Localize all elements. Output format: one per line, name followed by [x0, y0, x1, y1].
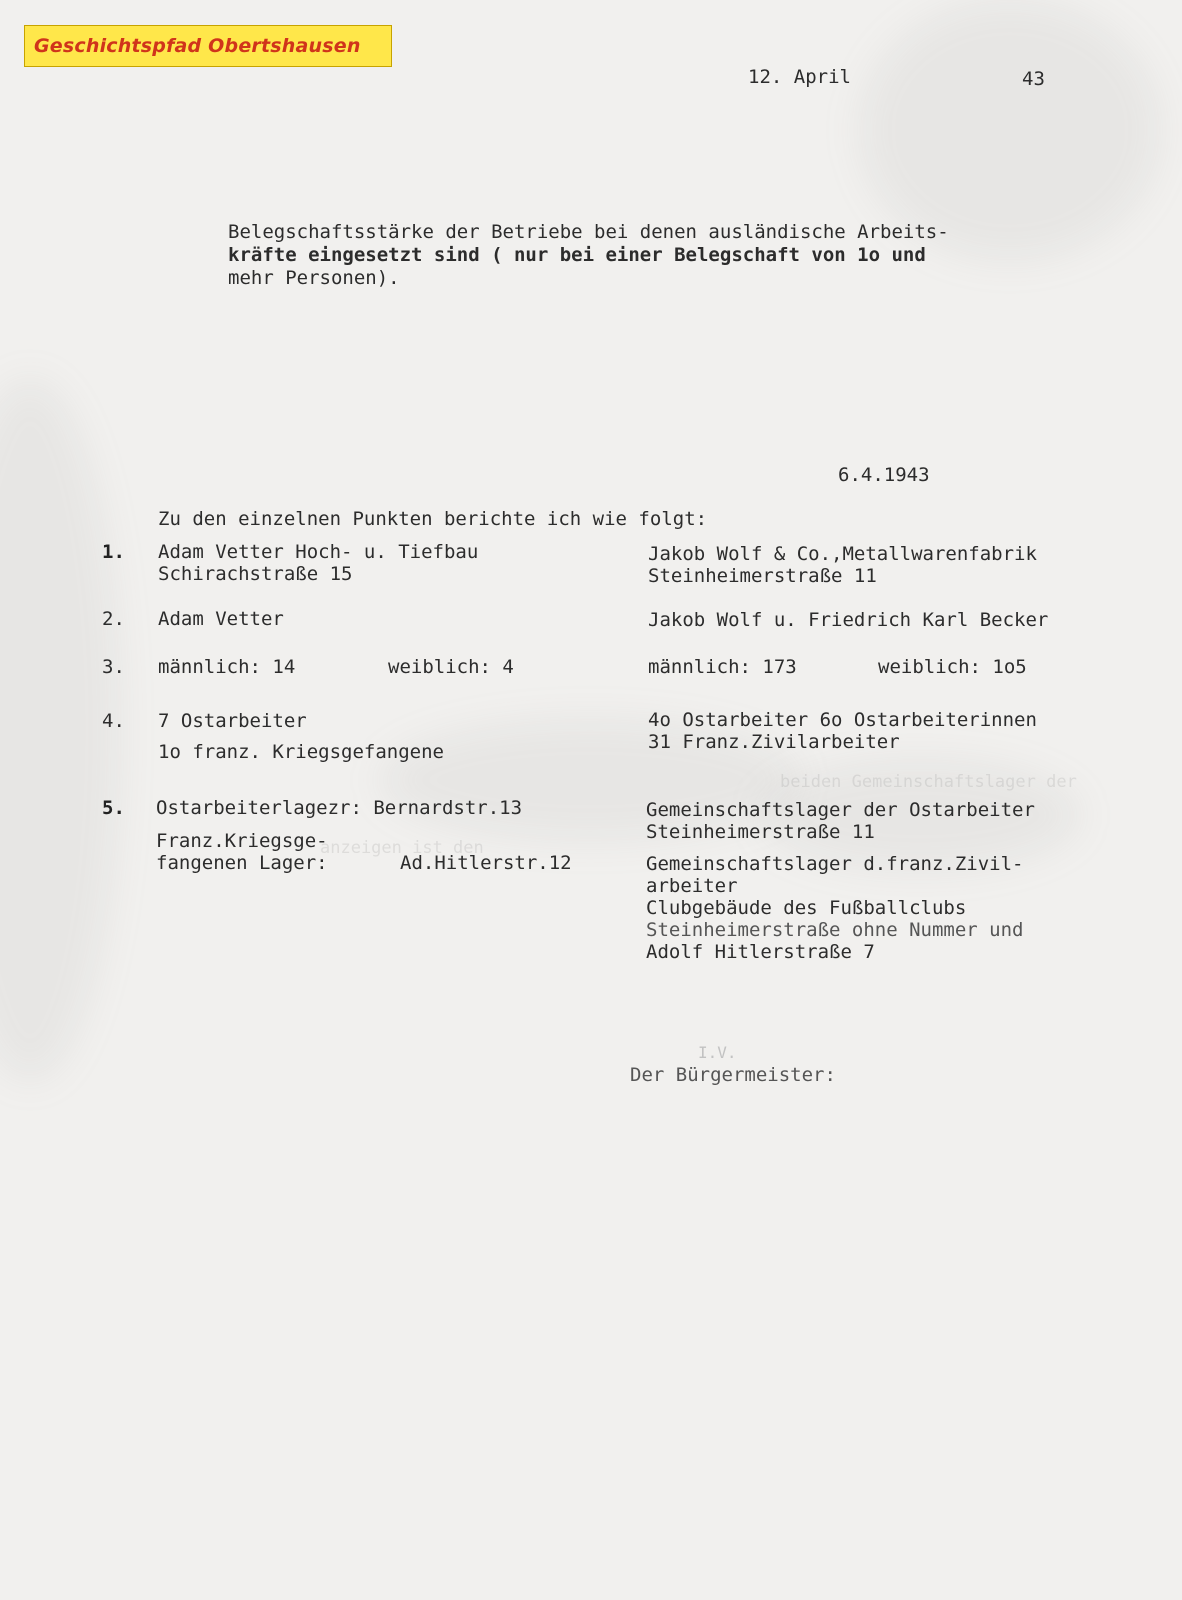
item-number: 2.	[102, 608, 125, 630]
item-number: 5.	[102, 797, 125, 819]
item-3-male-left: männlich: 14	[158, 656, 296, 678]
source-badge: Geschichtspfad Obertshausen	[24, 25, 392, 67]
item-number: 3.	[102, 656, 125, 678]
item-4-left-line: 7 Ostarbeiter	[158, 710, 307, 732]
item-1-left-line: Schirachstraße 15	[158, 563, 353, 585]
item-1-left-line: Adam Vetter Hoch- u. Tiefbau	[158, 541, 479, 563]
bleed-through-text: anzeigen ist den	[320, 838, 484, 858]
item-number: 4.	[102, 710, 125, 732]
intro-line: mehr Personen).	[228, 267, 400, 289]
item-5-left-line: fangenen Lager:	[156, 852, 328, 874]
item-1-right-line: Jakob Wolf & Co.,Metallwarenfabrik	[648, 543, 1037, 565]
item-number: 1.	[102, 541, 125, 563]
header-date: 12. April	[748, 66, 851, 88]
item-5-right-line: Steinheimerstraße ohne Nummer und	[646, 919, 1024, 941]
item-4-right-line: 31 Franz.Zivilarbeiter	[648, 731, 900, 753]
item-5-right-line: Gemeinschaftslager der Ostarbeiter	[646, 799, 1035, 821]
signature-mark: I.V.	[698, 1043, 737, 1062]
item-5-right-line: Steinheimerstraße 11	[646, 821, 875, 843]
item-4-left-line: 1o franz. Kriegsgefangene	[158, 741, 444, 763]
item-5-left-line: Franz.Kriegsge-	[156, 830, 328, 852]
item-5-left-line: Ostarbeiterlagezr: Bernardstr.13	[156, 797, 523, 819]
bleed-through-text: beiden Gemeinschaftslager der	[780, 772, 1077, 792]
lead-sentence: Zu den einzelnen Punkten berichte ich wie folgt:	[158, 508, 708, 530]
item-2-right-line: Jakob Wolf u. Friedrich Karl Becker	[648, 609, 1049, 631]
item-2-left-line: Adam Vetter	[158, 608, 284, 630]
report-date: 6.4.1943	[838, 464, 930, 486]
item-5-right-line: Clubgebäude des Fußballclubs	[646, 897, 967, 919]
item-5-right-line: arbeiter	[646, 875, 738, 897]
item-5-left-line: Ad.Hitlerstr.12	[400, 852, 572, 874]
item-4-right-line: 4o Ostarbeiter 6o Ostarbeiterinnen	[648, 709, 1037, 731]
item-5-right-line: Adolf Hitlerstraße 7	[646, 941, 875, 963]
intro-line: Belegschaftsstärke der Betriebe bei denen ausländische Arbeits-	[228, 221, 949, 243]
intro-paragraph	[228, 221, 1108, 290]
item-5-right-line: Gemeinschaftslager d.franz.Zivil-	[646, 853, 1024, 875]
item-3-female-right: weiblich: 1o5	[878, 656, 1027, 678]
item-1-right-line: Steinheimerstraße 11	[648, 565, 877, 587]
header-year: 43	[1022, 68, 1045, 90]
item-3-male-right: männlich: 173	[648, 656, 797, 678]
item-3-female-left: weiblich: 4	[388, 656, 514, 678]
intro-line: kräfte eingesetzt sind ( nur bei einer Belegschaft von 1o und	[228, 244, 926, 266]
signature-line: Der Bürgermeister:	[630, 1064, 836, 1086]
